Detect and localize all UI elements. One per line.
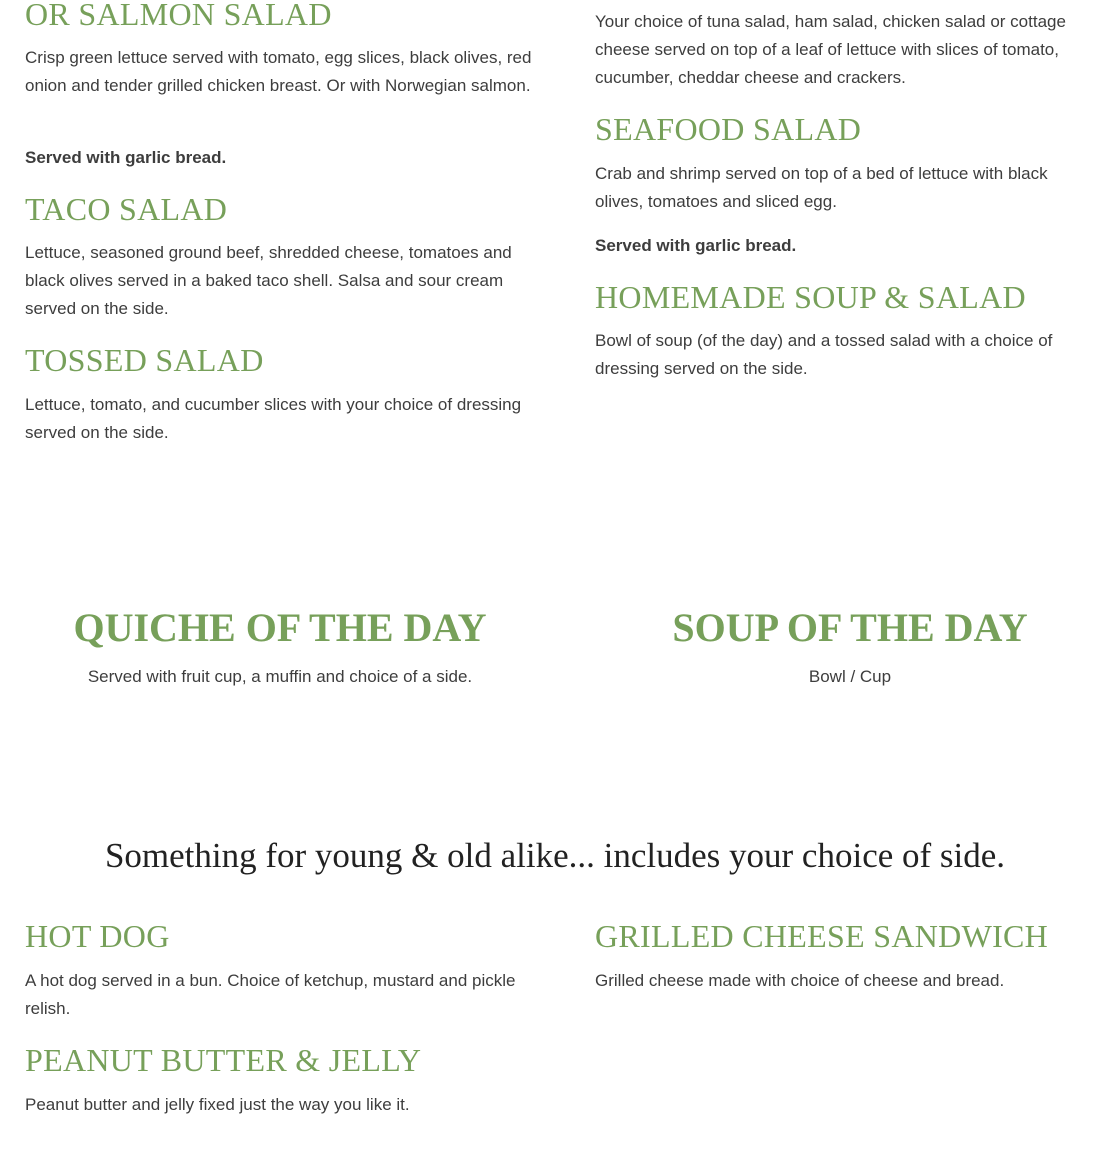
menu-item-description: Bowl of soup (of the day) and a tossed salad with a choice of dressing served on the side. (595, 331, 1053, 378)
special-title: SOUP OF THE DAY (672, 605, 1028, 650)
quiche-of-the-day (0, 604, 560, 691)
menu-item-description: Lettuce, tomato, and cucumber slices with your choice of dressing served on the side. (25, 395, 522, 442)
special-description: Bowl / Cup (808, 667, 892, 686)
seafood-salad-title-wrap (595, 109, 1085, 149)
menu-item-title: SEAFOOD SALAD (595, 111, 862, 147)
menu-item-title: HOT DOG (25, 918, 170, 954)
menu-item-note: Served with garlic bread. (25, 148, 227, 167)
soup-salad-description-wrap (595, 327, 1085, 383)
menu-item-description: Your choice of tuna salad, ham salad, chicken salad or cottage cheese served on top of a leaf of lettuce with slices of tomato, cucumber, cheddar cheese and crackers. (595, 12, 1066, 87)
special-title: QUICHE OF THE DAY (73, 605, 487, 650)
menu-item-title: TACO SALAD (25, 191, 228, 227)
menu-item-title: HOMEMADE SOUP & SALAD (595, 279, 1026, 315)
menu-item-description: A hot dog served in a bun. Choice of ketchup, mustard and pickle relish. (25, 971, 516, 1018)
menu-item-description: Crab and shrimp served on top of a bed of lettuce with black olives, tomatoes and sliced egg. (595, 164, 1048, 211)
menu-item-title: OR SALMON SALAD (25, 0, 332, 32)
cold-plate-description-wrap (595, 8, 1085, 92)
kids-section-tagline: Something for young & old alike... includes your choice of side. (104, 836, 1006, 875)
menu-item-title: GRILLED CHEESE SANDWICH (595, 918, 1049, 954)
menu-item-note: Served with garlic bread. (595, 236, 797, 255)
seafood-salad-description-wrap (595, 160, 1085, 216)
tossed-salad-description-wrap (25, 391, 545, 447)
taco-salad-description-wrap (25, 239, 545, 323)
pbj-description-wrap (25, 1091, 545, 1119)
soup-of-the-day (595, 604, 1105, 691)
seafood-salad-note-wrap (595, 232, 1085, 260)
soup-salad-title-wrap (595, 277, 1085, 317)
grilled-cheese-title-wrap (595, 916, 1085, 956)
salad-or-salmon-note (25, 144, 545, 172)
pbj-title-wrap (25, 1040, 545, 1080)
tossed-salad-title-wrap (25, 340, 545, 380)
salad-or-salmon (25, 0, 545, 34)
menu-item-title: PEANUT BUTTER & JELLY (25, 1042, 422, 1078)
menu-item-description: Crisp green lettuce served with tomato, egg slices, black olives, red onion and tender grilled chicken breast. Or with Norwegian salmon. (25, 48, 532, 95)
menu-item-description: Grilled cheese made with choice of cheese and bread. (595, 971, 1005, 990)
taco-salad-title-wrap (25, 189, 545, 229)
grilled-cheese-description-wrap (595, 967, 1085, 995)
menu-item-description: Peanut butter and jelly fixed just the way you like it. (25, 1095, 410, 1114)
special-description: Served with fruit cup, a muffin and choice of a side. (87, 667, 473, 686)
menu-item-title: TOSSED SALAD (25, 342, 264, 378)
menu-item-description: Lettuce, seasoned ground beef, shredded cheese, tomatoes and black olives served in a baked taco shell. Salsa and sour cream served on the side. (25, 243, 512, 318)
salad-or-salmon-description (25, 44, 545, 100)
hot-dog-title-wrap (25, 916, 545, 956)
hot-dog-description-wrap (25, 967, 545, 1023)
